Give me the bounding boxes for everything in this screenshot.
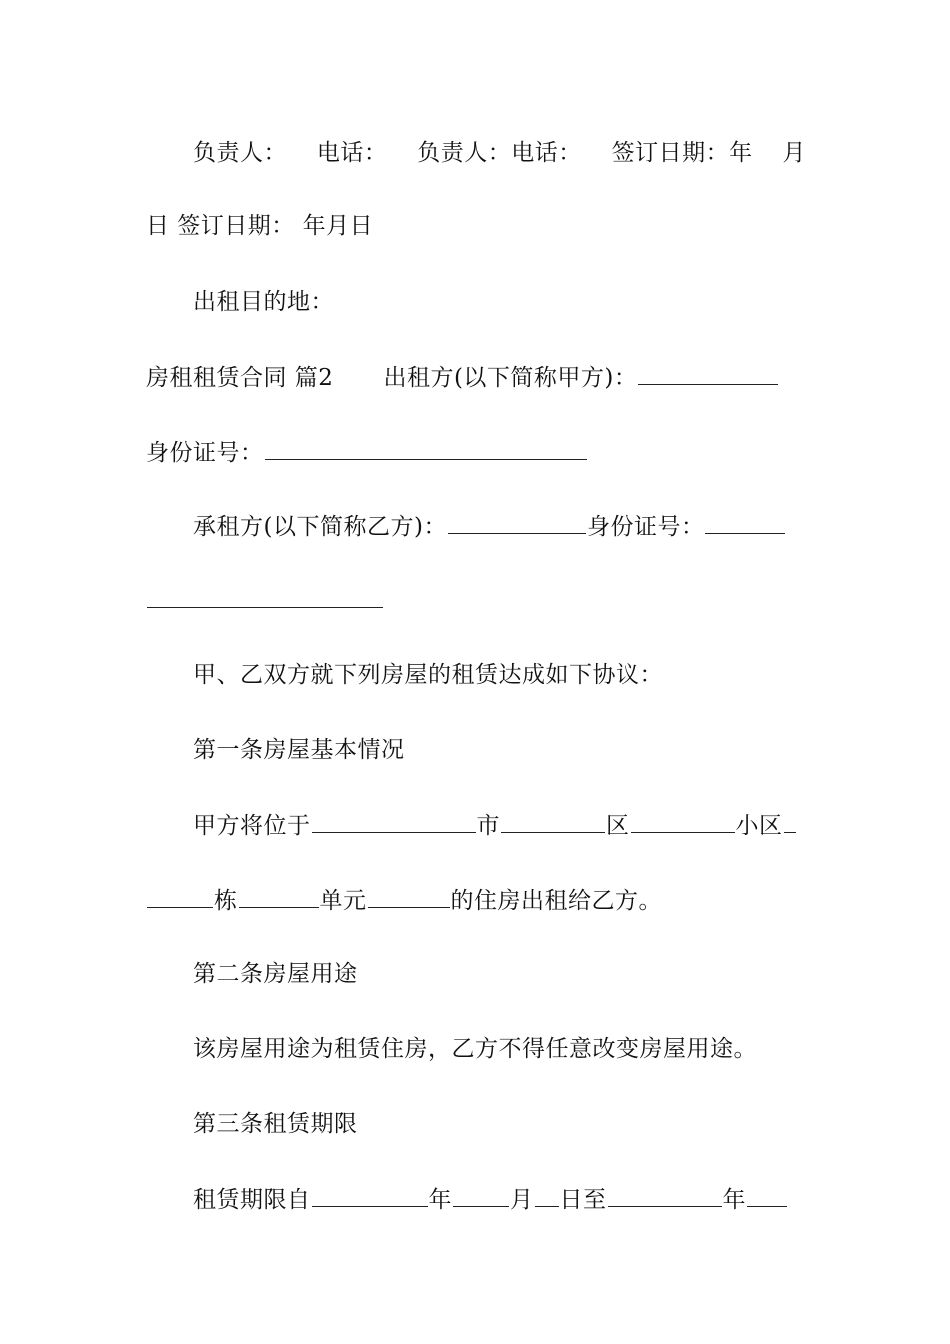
building-blank-2 [147,885,213,908]
lessee-id-label: 身份证号： [586,514,705,540]
lessee-id-blank-2 [147,585,383,608]
lessor-id-line [146,437,806,468]
signing-date-line: 日 签订日期： 年月日 [146,213,374,239]
contract-heading-line [146,362,806,393]
signatory-row [193,138,806,168]
signing-date-label-1: 签订日期：年 [611,140,753,166]
unit-blank [239,885,319,908]
district-blank [501,810,605,833]
community-blank [631,810,735,833]
article-1-heading: 第一条房屋基本情况 [193,737,405,763]
start-day-blank [535,1184,559,1207]
lessor-id-blank [265,437,587,460]
lease-term-line [146,1184,806,1215]
agreement-intro-line: 甲、乙双方就下列房屋的租赁达成如下协议： [193,662,663,688]
city-blank [312,810,476,833]
room-blank [368,885,450,908]
property-unit-line [146,885,806,916]
end-year-blank [608,1184,722,1207]
responsible-person-phone-label-2: 负责人：电话： [417,140,582,166]
usage-clause: 该房屋用途为租赁住房，乙方不得任意改变房屋用途。 [193,1036,757,1062]
start-day-to-label: 日至 [559,1187,607,1213]
start-month-blank [453,1184,509,1207]
building-label: 栋 [214,888,238,914]
start-month-label: 月 [510,1187,534,1213]
start-year-blank [312,1184,428,1207]
property-location-line [146,810,806,841]
end-year-label: 年 [722,1187,746,1213]
located-at-label: 甲方将位于 [193,813,311,839]
article-3-heading: 第三条租赁期限 [193,1111,358,1137]
lessor-name-blank [638,362,778,385]
lessor-label: 出租方(以下简称甲方)： [383,365,638,391]
responsible-person-label-1: 负责人： [193,140,287,166]
end-month-blank [747,1184,787,1207]
lessor-id-label: 身份证号： [146,440,264,466]
city-label: 市 [476,813,500,839]
unit-label: 单元 [319,888,367,914]
lessee-id-blank-1 [705,511,785,534]
signatory-line [146,138,806,168]
month-label: 月 [782,140,806,166]
district-label: 区 [606,813,630,839]
article-2-heading: 第二条房屋用途 [193,961,358,987]
lessee-line [146,511,806,542]
phone-label-1: 电话： [316,140,388,166]
rental-purpose-line: 出租目的地： [193,289,334,315]
community-label: 小区 [735,813,783,839]
building-blank-1 [784,810,796,833]
lessee-label: 承租方(以下简称乙方)： [193,514,447,540]
lease-to-lessee-text: 的住房出租给乙方。 [450,888,662,914]
start-year-label: 年 [428,1187,452,1213]
lease-term-from-label: 租赁期限自 [193,1187,311,1213]
lessee-id-continuation-line [146,585,806,616]
contract-title: 房租租赁合同 篇2 [146,365,334,391]
lessee-name-blank [448,511,586,534]
